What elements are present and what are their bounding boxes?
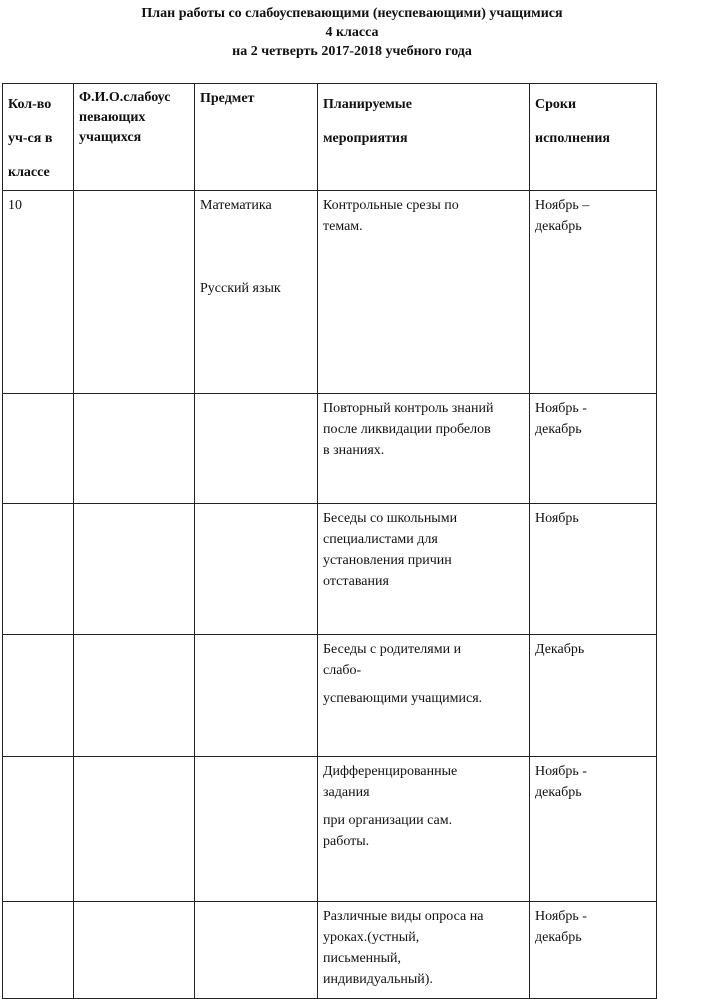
cell-activity: Контрольные срезы по темам. [318,191,530,394]
cell-count: 10 [3,191,74,394]
cell-names [74,635,195,757]
header-activities: Планируемые мероприятия [318,84,530,191]
title-line-3: на 2 четверть 2017-2018 учебного года [232,44,472,59]
table-row [3,504,657,635]
cell-subject [195,902,318,999]
cell-activity: Беседы со школьными специалистами для установления причин отставания [318,504,530,635]
plan-table [2,83,657,999]
cell-subject [195,757,318,902]
cell-names [74,757,195,902]
table-row [3,635,657,757]
cell-term: Ноябрь [530,504,657,635]
cell-term: Ноябрь - декабрь [530,394,657,504]
cell-names [74,504,195,635]
cell-subject [195,635,318,757]
table-row [3,191,657,394]
cell-activity: Повторный контроль знаний после ликвидации пробелов в знаниях. [318,394,530,504]
cell-term: Ноябрь – декабрь [530,191,657,394]
table-row [3,757,657,902]
cell-names [74,902,195,999]
cell-activity: Различные виды опроса на уроках.(устный, письменный, индивидуальный). [318,902,530,999]
cell-subject [195,504,318,635]
cell-term: Ноябрь - декабрь [530,757,657,902]
cell-activity: Беседы с родителями и слабо- успевающими учащимися. [318,635,530,757]
cell-count [3,902,74,999]
header-names: Ф.И.О.слабоус певающих учащихся [74,84,195,191]
cell-names [74,394,195,504]
table-header-row [3,84,657,191]
document-title [0,4,704,61]
cell-subject [195,191,318,394]
cell-count [3,757,74,902]
header-terms: Сроки исполнения [530,84,657,191]
table-row [3,902,657,999]
header-subject: Предмет [195,84,318,191]
subject-math: Математика [200,198,272,213]
cell-names [74,191,195,394]
cell-count [3,504,74,635]
title-line-2: 4 класса [325,25,379,40]
subject-russian: Русский язык [200,281,281,296]
cell-count [3,394,74,504]
header-count: Кол-во уч-ся в классе [3,84,74,191]
table-row [3,394,657,504]
title-line-1: План работы со слабоуспевающими (неуспевающими) учащимися [141,6,563,21]
cell-term: Декабрь [530,635,657,757]
cell-activity: Дифференцированные задания при организации сам. работы. [318,757,530,902]
cell-subject [195,394,318,504]
cell-count [3,635,74,757]
cell-term: Ноябрь - декабрь [530,902,657,999]
